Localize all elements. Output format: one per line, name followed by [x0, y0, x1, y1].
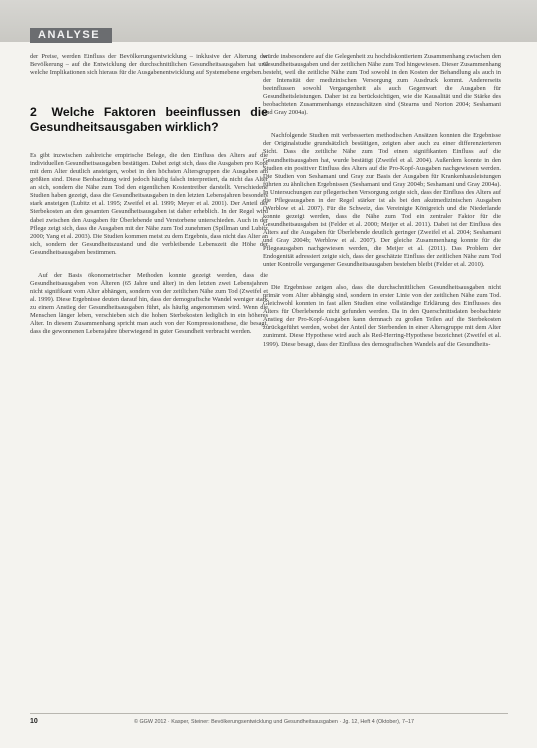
section-heading [30, 105, 268, 134]
body-paragraph-3: würde insbesondere auf die Gelegenheit zu hochdiskontiertem Zusammenhang zwischen den Gesundheitsausgaben und der zeitlichen Nähe zum Tod hingewiesen. Dieser Zusammenhang besteht, weil die zeitliche Nähe zum Tod sowohl in den Kosten der Behandlung als auch in der Intensität der medizinischen Versorgung zum Ausdruck kommt. Andererseits beeinflussen sowohl Vergangenheit als auch Gegenwart die Ausgaben für Gesundheitsleistungen. Daher ist zu berücksichtigen, wie die Kausalität und die Stärke des beobachteten Zusammenhangs einzuschätzen sind (Stearns und Norton 2004; Seshamani und Gray 2004a). [263, 53, 501, 117]
section-label: ANALYSE [30, 28, 112, 43]
page-footer [30, 718, 508, 730]
body-paragraph-1: Es gibt inzwischen zahlreiche empirische Belege, die den Einfluss des Alters auf die individuellen Gesundheitsausgaben bestätigen. Dabei zeigt sich, dass die Ausgaben pro Kopf mit dem Alter deutlich ansteigen, wobei in den höchsten Altersgruppen die Ausgaben am größten sind. Diese Beobachtung wird jedoch häufig falsch interpretiert, da nicht das Alter an sich, sondern die Nähe zum Tod den eigentlichen Kostentreiber darstellt. Verschiedene Studien haben gezeigt, dass die Gesundheitsausgaben in den letzten Lebensjahren besonders stark ansteigen (Lubitz et al. 1995; Zweifel et al. 1999; Meyer et al. 2001). Der Anteil der Sterbekosten an den gesamten Gesundheitsausgaben ist daher erheblich. In der Regel wird dabei zwischen den Ausgaben für Überlebende und Verstorbene unterschieden. Auch in der Pflege zeigt sich, dass die Ausgaben mit der Nähe zum Tod zunehmen (Spillman und Lubitz 2000; Yang et al. 2003). Die Studien kommen meist zu dem Ergebnis, dass nicht das Alter an sich, sondern der Gesundheitszustand und die verbleibende Lebenszeit die Höhe der Gesundheitsausgaben bestimmen. [30, 152, 268, 256]
header-bar [0, 0, 537, 42]
left-column [30, 53, 268, 344]
footer-divider [30, 713, 508, 714]
footer-reference: © GGW 2012 · Kasper, Steiner: Bevölkerungsentwicklung und Gesundheitsausgaben · Jg. 12, Heft 4 (Oktober), 7–17 [134, 719, 414, 725]
section-title: Welche Faktoren beeinflussen die Gesundheitsausgaben wirklich? [30, 105, 268, 134]
intro-paragraph: der Preise, werden Einfluss der Bevölkerungsentwicklung – inklusive der Alterung der Bevölkerung – auf die Entwicklung der durchschnittlichen Gesundheitsausgaben hat und welche Implikationen sich hieraus für die Ausgabenentwicklung auf Systemebene ergeben. [30, 53, 268, 77]
page-number: 10 [30, 718, 38, 725]
section-number: 2 [30, 105, 37, 120]
body-paragraph-4: Nachfolgende Studien mit verbesserten methodischen Ansätzen konnten die Ergebnisse der Originalstudie grundsätzlich bestätigen, zeigten aber auch zu einer differenzierteren Sicht. Dass die zeitliche Nähe zum Tod einen signifikanten Einfluss auf die Gesundheitsausgaben hat, wurde bestätigt (Zweifel et al. 2004). Außerdem konnte in den Studien ein positiver Einfluss des Alters auf die Pro-Kopf-Ausgaben nachgewiesen werden. Die Studien von Seshamani und Gray zur Basis der Ausgaben für Krankenhausleistungen führten zu ähnlichen Ergebnissen (Seshamani und Gray 2004b; Seshamani und Gray 2004a). In Untersuchungen zur pflegerischen Versorgung zeigte sich, dass der Einfluss des Alters auf die Pflegeausgaben in der Regel stärker ist als bei den akutmedizinischen Ausgaben (Werblow et al. 2007). Für die Schweiz, das Vereinigte Königreich und die Niederlande konnte gezeigt werden, dass die Nähe zum Tod ein zentraler Faktor für die Gesundheitsausgaben ist (Felder et al. 2000; Meijer et al. 2011). Dabei ist der Einfluss des Alters auf die Ausgaben für Überlebende deutlich geringer (Zweifel et al. 2004; Seshamani und Gray 2004b; Werblow et al. 2007). Der gleiche Zusammenhang konnte für die Pflegeausgaben nachgewiesen werden, die Meijer et al. (2011). Das Problem der Endogenität adressiert zeigte sich, dass der geschätzte Einfluss der zeitlichen Nähe zum Tod unter Kontrolle vergangener Gesundheitsausgaben bestehen bleibt (Felder et al. 2010). [263, 132, 501, 269]
body-paragraph-5: Die Ergebnisse zeigen also, dass die durchschnittlichen Gesundheitsausgaben nicht primär vom Alter abhängig sind, sondern in erster Linie von der zeitlichen Nähe zum Tod. Gleichwohl konnten in fast allen Studien eine vollständige Erklärung des Einflusses des Alters für Überlebende nicht gefunden werden. Da in den Querschnittsdaten beobachtete Anstieg der Pro-Kopf-Ausgaben kann demnach zu großen Teilen auf die Sterbekosten zurückgeführt werden, wobei der Anteil der Sterbenden in einer Altersgruppe mit dem Alter zunimmt. Diese Hypothese wird auch als Red-Herring-Hypothese bezeichnet (Zweifel et al. 1999). Diese besagt, dass der Einfluss des demografischen Wandels auf die Gesundheits- [263, 284, 501, 348]
body-paragraph-2: Auf der Basis ökonometrischer Methoden konnte gezeigt werden, dass die Gesundheitsausgaben von Älteren (65 Jahre und älter) in den letzten zwei Lebensjahren nicht signifikant vom Alter abhängen, sondern von der zeitlichen Nähe zum Tod (Zweifel et al. 1999). Diese Ergebnisse deuten darauf hin, dass der demografische Wandel weniger stark zu einem Anstieg der Gesundheitsausgaben führt, als häufig angenommen wird. Wenn die Menschen länger leben, verschieben sich die hohen Sterbekosten lediglich in ein höheres Alter. In diesem Zusammenhang spricht man auch von der Kompressionsthese, die besagt, dass die gewonnenen Lebensjahre überwiegend in guter Gesundheit verbracht werden. [30, 271, 268, 336]
right-column [263, 53, 501, 357]
